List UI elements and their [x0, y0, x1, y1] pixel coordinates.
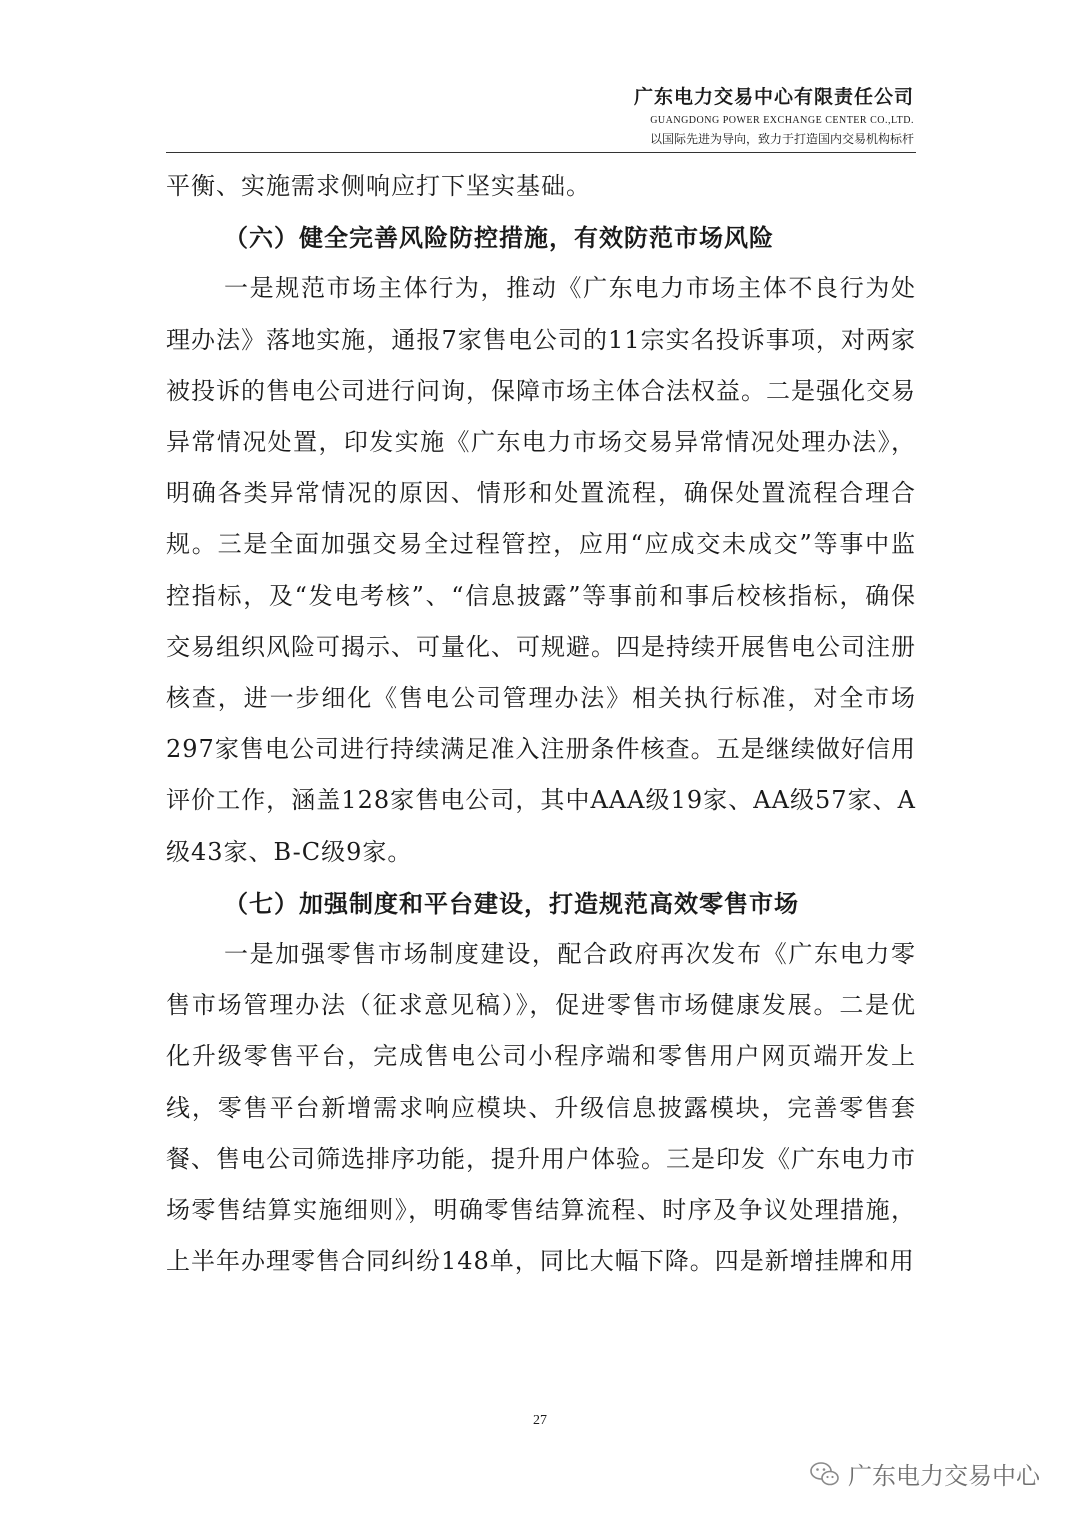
- paragraph-retail-market: 一是加强零售市场制度建设，配合政府再次发布《广东电力零售市场管理办法（征求意见稿）》，促进零售市场健康发展。二是优化升级零售平台，完成售电公司小程序端和零售用户网页端开发上线，零售平台新增需求响应模块、升级信息披露模块，完善零售套餐、售电公司筛选排序功能，提升用户体验。三是印发《广东电力市场零售结算实施细则》，明确零售结算流程、时序及争议处理措施，上半年办理零售合同纠纷148单，同比大幅下降。四是新增挂牌和用: [166, 940, 916, 1276]
- paragraph-continued: 平衡、实施需求侧响应打下坚实基础。: [166, 172, 591, 200]
- page-header: [214, 84, 914, 148]
- org-name-en: GUANGDONG POWER EXCHANGE CENTER CO.,LTD.: [650, 115, 914, 126]
- watermark-text: 广东电力交易中心: [848, 1462, 1040, 1490]
- org-name-cn: 广东电力交易中心有限责任公司: [633, 86, 914, 108]
- wechat-watermark: [810, 1456, 1040, 1491]
- paragraph-risk-control: 一是规范市场主体行为，推动《广东电力市场主体不良行为处理办法》落地实施，通报7家售电公司的11宗实名投诉事项，对两家被投诉的售电公司进行问询，保障市场主体合法权益。二是强化交易异常情况处置，印发实施《广东电力市场交易异常情况处理办法》，明确各类异常情况的原因、情形和处置流程，确保处置流程合理合规。三是全面加强交易全过程管控，应用“应成交未成交”等事中监控指标，及“发电考核”、“信息披露”等事前和事后校核指标，确保交易组织风险可揭示、可量化、可规避。四是持续开展售电公司注册核查，进一步细化《售电公司管理办法》相关执行标准，对全市场297家售电公司进行持续满足准入注册条件核查。五是继续做好信用评价工作，涵盖128家售电公司，其中AAA级19家、AA级57家、A级43家、B-C级9家。: [166, 274, 916, 866]
- section-heading-6: （六）健全完善风险防控措施，有效防范市场风险: [224, 223, 774, 253]
- org-slogan: 以国际先进为导向，致力于打造国内交易机构标杆: [649, 132, 914, 146]
- page-number: 27: [533, 1413, 547, 1428]
- document-body: [166, 161, 916, 1287]
- wechat-icon: [810, 1461, 840, 1487]
- section-heading-7: （七）加强制度和平台建设，打造规范高效零售市场: [224, 888, 799, 918]
- header-divider: [166, 152, 916, 153]
